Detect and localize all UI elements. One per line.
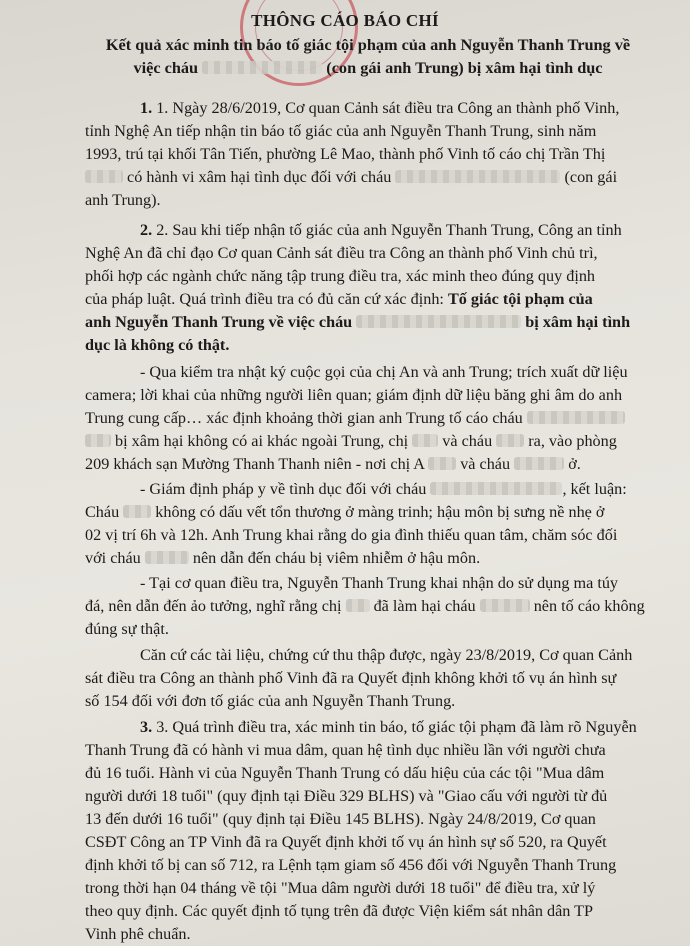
- text-line: đúng sự thật.: [85, 619, 169, 638]
- text-line: định khởi tố bị can số 712, ra Lệnh tạm giam số 456 đối với Nguyễn Thanh Trung: [85, 856, 617, 874]
- text-line: Cháu không có dấu vết tổn thương ở màng trinh; hậu môn bị sưng nề nhẹ ở: [85, 502, 605, 521]
- redacted-name: [85, 170, 123, 183]
- text-line: trong thời hạn 04 tháng về tội "Mua dâm người dưới 18 tuổi" để điều tra, xử lý: [85, 879, 596, 897]
- redacted-name: [496, 434, 524, 447]
- text-line: người dưới 18 tuổi" (quy định tại Điều 329 BLHS) và "Giao cấu với người từ đủ: [85, 787, 608, 806]
- redacted-name: [346, 599, 370, 612]
- text-line: Trung cung cấp… xác định khoảng thời gian anh Trung tố cáo cháu: [85, 406, 625, 431]
- redacted-name: [356, 315, 521, 328]
- text-line: CSĐT Công an TP Vinh đã ra Quyết định khởi tố vụ án hình sự số 520, ra Quyết: [85, 833, 607, 852]
- redacted-name: [428, 457, 456, 470]
- text-line: - Tại cơ quan điều tra, Nguyễn Thanh Trung khai nhận do sử dụng ma túy: [140, 573, 619, 592]
- subtitle-line-1: Kết quả xác minh tin báo tố giác tội phạm của anh Nguyễn Thanh Trung về: [105, 35, 631, 54]
- text-line: Căn cứ các tài liệu, chứng cứ thu thập được, ngày 23/8/2019, Cơ quan Cảnh: [140, 646, 633, 665]
- redacted-name: [202, 61, 322, 74]
- redacted-name: [85, 434, 111, 447]
- text-line: - Qua kiểm tra nhật ký cuộc gọi của chị An và anh Trung; trích xuất dữ liệu: [140, 362, 628, 381]
- text-line: có hành vi xâm hại tình dục đối với cháu (con gái: [85, 165, 617, 190]
- redacted-name: [395, 170, 560, 183]
- redacted-name: [123, 505, 151, 518]
- text-line: đá, nên dẫn đến ảo tưởng, nghĩ rằng chị đã làm hại cháu nên tố cáo không: [85, 596, 645, 615]
- text-line: dục là không có thật.: [85, 336, 230, 355]
- text-line: theo quy định. Các quyết định tố tụng trên đã được Viện kiểm sát nhân dân TP: [85, 902, 594, 920]
- text-line: 02 vị trí 6h và 12h. Anh Trung khai rằng do gia đình thiếu quan tâm, chăm sóc đối: [85, 525, 618, 544]
- text-line: 209 khách sạn Mường Thanh Thanh niên - nơi chị A và cháu ở.: [85, 454, 581, 473]
- document-title: THÔNG CÁO BÁO CHÍ: [251, 11, 439, 30]
- subtitle-line-2: việc cháu (con gái anh Trung) bị xâm hại tình dục: [133, 58, 603, 77]
- redacted-name: [145, 551, 189, 564]
- text-line: anh Trung).: [85, 190, 161, 209]
- redacted-name: [527, 411, 625, 424]
- text-line: 13 đến dưới 16 tuổi" (quy định tại Điều 145 BLHS). Ngày 24/8/2019, Cơ quan: [85, 810, 596, 829]
- redacted-name: [514, 457, 564, 470]
- text-line: tỉnh Nghệ An tiếp nhận tin báo tố giác của anh Nguyễn Thanh Trung, sinh năm: [85, 121, 597, 140]
- text-line: với cháu nên dẫn đến cháu bị viêm nhiễm ở hậu môn.: [85, 548, 481, 567]
- text-line: anh Nguyễn Thanh Trung về việc cháu bị xâm hại tình: [85, 313, 631, 332]
- text-line: bị xâm hại không có ai khác ngoài Trung, chị và cháu ra, vào phòng: [85, 429, 617, 454]
- text-line: Thanh Trung đã có hành vi mua dâm, quan hệ tình dục nhiều lần với người chưa: [85, 741, 606, 760]
- redacted-name: [430, 482, 562, 495]
- text-line: số 154 đối với đơn tố giác của anh Nguyễn Thanh Trung.: [85, 692, 456, 711]
- text-line: 1993, trú tại khối Tân Tiến, phường Lê Mao, thành phố Vinh tố cáo chị Trần Thị: [85, 144, 606, 163]
- redacted-name: [412, 434, 438, 447]
- text-line: sát điều tra Công an thành phố Vinh đã ra Quyết định không khởi tố vụ án hình sự: [85, 669, 617, 688]
- text-line: đủ 16 tuổi. Hành vi của Nguyễn Thanh Trung có dấu hiệu của các tội "Mua dâm: [85, 764, 605, 783]
- text-line: Nghệ An đã chỉ đạo Cơ quan Cảnh sát điều tra Công an thành phố Vinh chủ trì,: [85, 244, 598, 263]
- text-line: - Giám định pháp y về tình dục đối với cháu , kết luận:: [140, 479, 627, 498]
- text-line: camera; lời khai của những người liên quan; giám định dữ liệu băng ghi âm do anh: [85, 385, 623, 404]
- text-line: Vinh phê chuẩn.: [85, 925, 191, 943]
- text-line: 1. 1. Ngày 28/6/2019, Cơ quan Cảnh sát điều tra Công an thành phố Vinh,: [140, 99, 620, 117]
- text-line: 2. 2. Sau khi tiếp nhận tố giác của anh Nguyễn Thanh Trung, Công an tỉnh: [140, 221, 622, 240]
- text-line: phối hợp các ngành chức năng tập trung điều tra, xác minh theo đúng quy định: [85, 267, 596, 286]
- redacted-name: [480, 599, 530, 612]
- text-line: 3. 3. Quá trình điều tra, xác minh tin báo, tố giác tội phạm đã làm rõ Nguyễn: [140, 718, 637, 737]
- text-line: của pháp luật. Quá trình điều tra có đủ căn cứ xác định: Tố giác tội phạm của: [85, 290, 593, 309]
